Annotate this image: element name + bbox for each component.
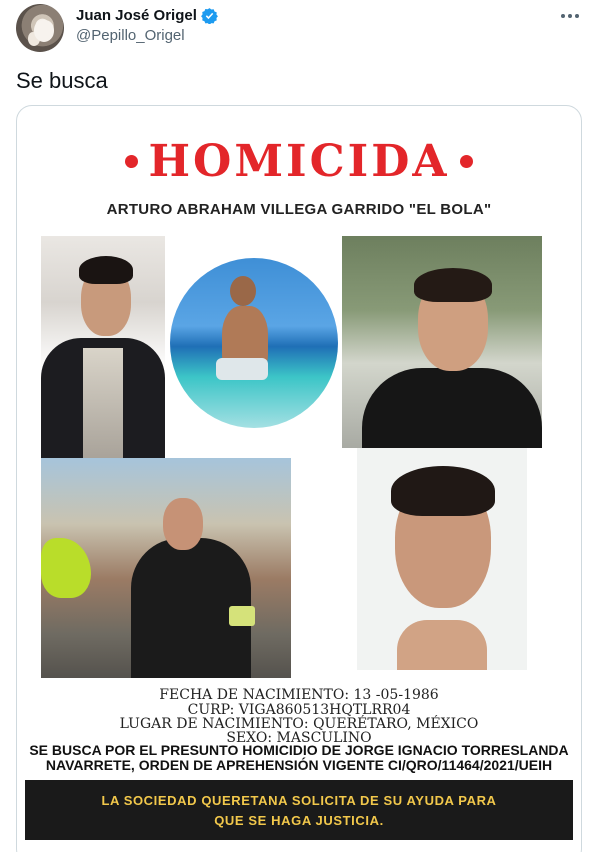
tweet-media-image[interactable]	[16, 105, 582, 852]
appeal-banner	[25, 780, 573, 840]
birth-date: FECHA DE NACIMIENTO: 13 -05-1986	[159, 687, 439, 703]
poster-title-text: HOMICIDA	[148, 136, 450, 187]
tweet-header	[16, 4, 584, 52]
birth-place: LUGAR DE NACIMIENTO: QUERÉTARO, MÉXICO	[119, 716, 479, 732]
suspect-photo-1	[41, 236, 165, 458]
verified-badge-icon	[201, 7, 218, 24]
wanted-line-1: SE BUSCA POR EL PRESUNTO HOMICIDIO DE JORGE IGNACIO TORRESLANDA	[29, 742, 569, 758]
suspect-photo-pool	[170, 258, 338, 428]
avatar[interactable]	[16, 4, 64, 52]
banner-line-2: QUE SE HAGA JUSTICIA.	[214, 813, 384, 828]
tweet-text: Se busca	[16, 68, 108, 93]
wanted-line-2: NAVARRETE, ORDEN DE APREHENSIÓN VIGENTE CI/QRO/11464/2021/UEIH	[45, 757, 553, 773]
avatar-dog-image	[34, 20, 54, 42]
curp: CURP: VIGA860513HQTLRR04	[187, 702, 411, 718]
poster-title	[17, 136, 581, 187]
author-info	[76, 7, 218, 44]
suspect-photo-motorcycle	[41, 458, 291, 678]
display-name[interactable]: Juan José Origel	[76, 7, 197, 24]
user-handle[interactable]: @Pepillo_Origel	[76, 27, 185, 44]
suspect-photo-id	[357, 448, 527, 670]
sex: SEXO: MASCULINO	[226, 730, 372, 746]
title-dot-right	[460, 155, 473, 168]
poster-subject-name: ARTURO ABRAHAM VILLEGA GARRIDO "EL BOLA"	[106, 201, 492, 218]
suspect-photo-3	[342, 236, 542, 448]
more-options-icon[interactable]	[558, 6, 582, 26]
wanted-statement	[17, 743, 581, 773]
title-dot-left	[125, 155, 138, 168]
name-row	[76, 7, 218, 24]
banner-line-1: LA SOCIEDAD QUERETANA SOLICITA DE SU AYUDA PARA	[101, 793, 497, 808]
